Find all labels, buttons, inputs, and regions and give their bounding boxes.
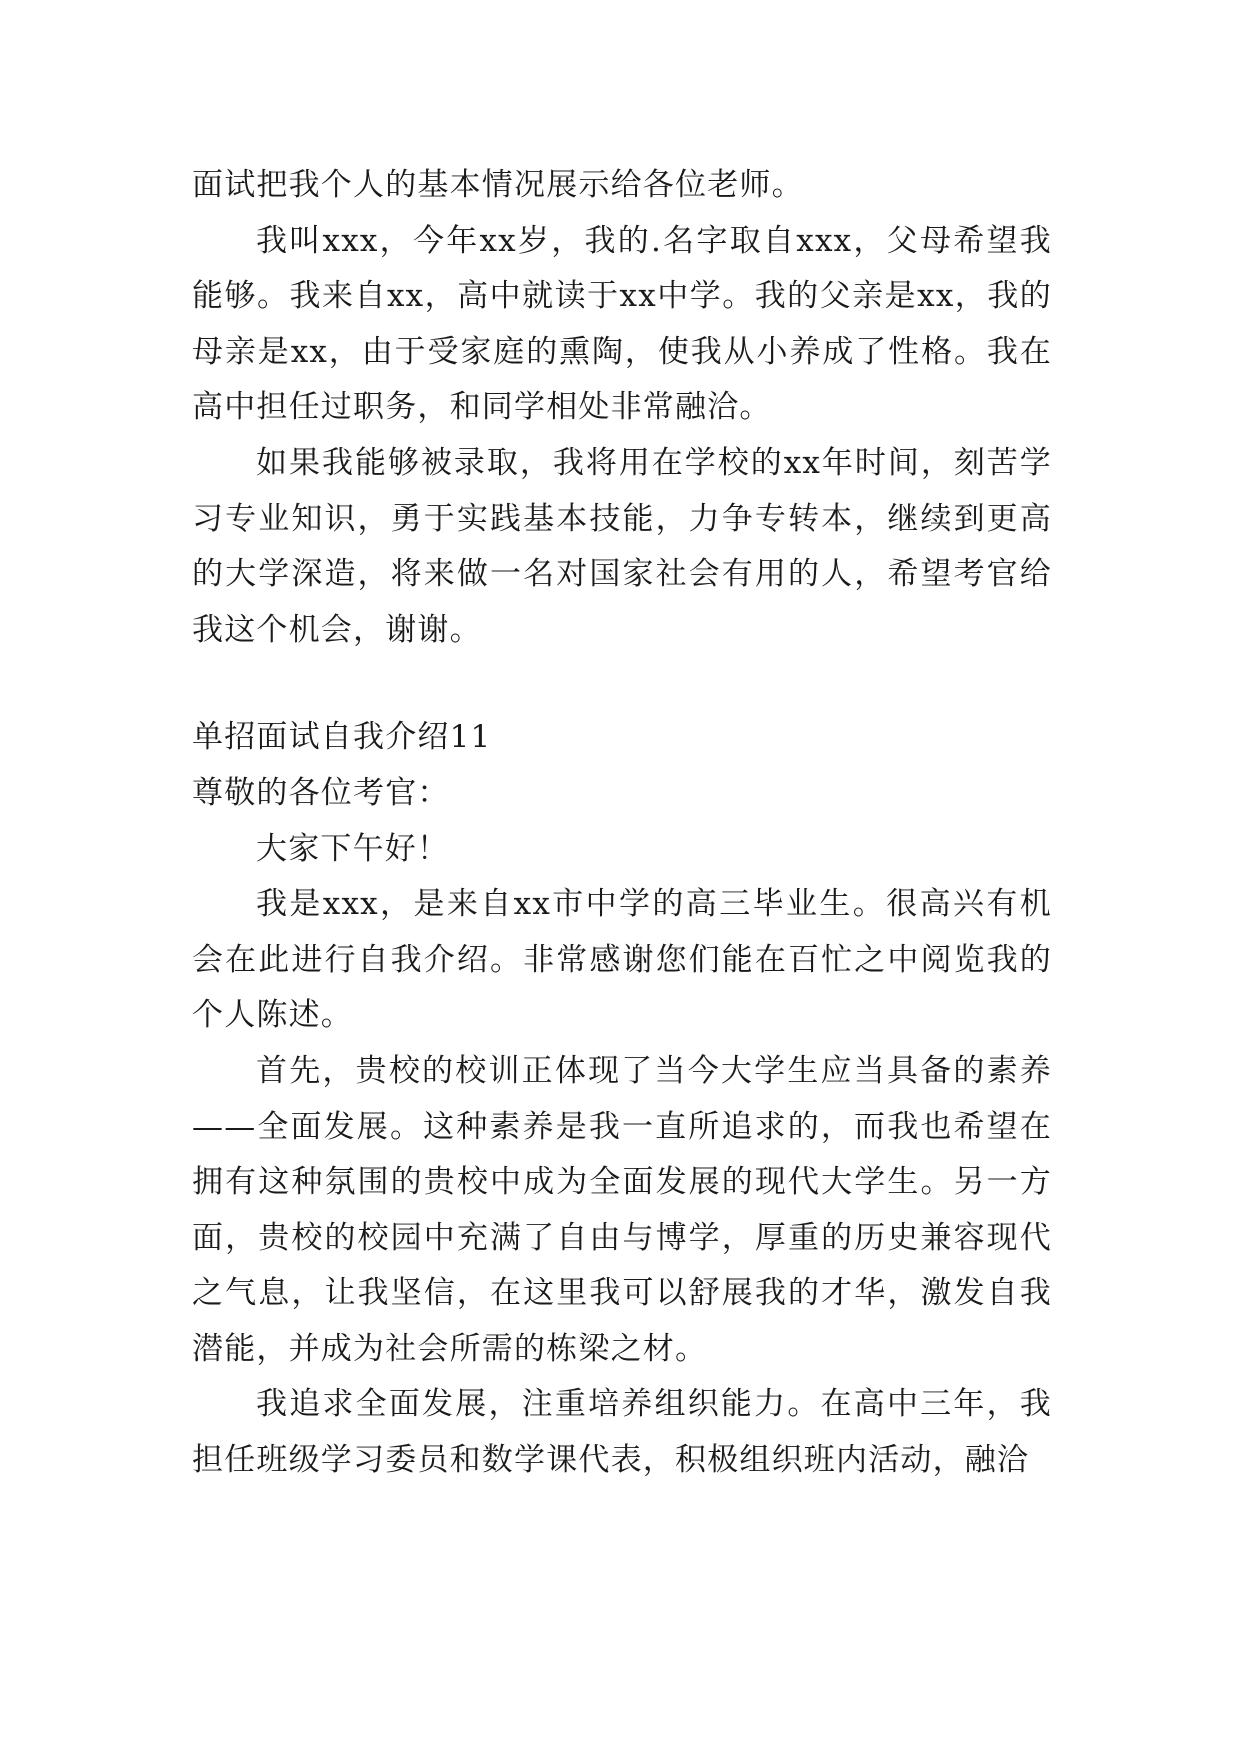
section-title: 单招面试自我介绍11 bbox=[192, 719, 492, 756]
paragraph-introduction: 我是xxx，是来自xx市中学的高三毕业生。很高兴有机会在此进行自我介绍。非常感谢您们能在百忙之中阅览我的个人陈述。 bbox=[192, 886, 1052, 1034]
paragraph-school-motto: 首先，贵校的校训正体现了当今大学生应当具备的素养——全面发展。这种素养是我一直所追求的，而我也希望在拥有这种氛围的贵校中成为全面发展的现代大学生。另一方面，贵校的校园中充满了自由与博学，厚重的历史兼容现代之气息，让我坚信，在这里我可以舒展我的才华，激发自我潜能，并成为社会所需的栋梁之材。 bbox=[192, 1052, 1052, 1367]
paragraph-closing: 如果我能够被录取，我将用在学校的xx年时间，刻苦学习专业知识，勇于实践基本技能，力争专转本，继续到更高的大学深造，将来做一名对国家社会有用的人，希望考官给我这个机会，谢谢。 bbox=[192, 444, 1052, 648]
greeting: 大家下午好！ bbox=[256, 830, 450, 867]
section-header bbox=[192, 710, 1052, 821]
paragraph-personal-info: 我叫xxx，今年xx岁，我的.名字取自xxx，父母希望我能够。我来自xx，高中就读于xx中学。我的父亲是xx，我的母亲是xx，由于受家庭的熏陶，使我从小养成了性格。我在高中担任过职务，和同学相处非常融洽。 bbox=[192, 222, 1052, 426]
paragraph-organization: 我追求全面发展，注重培养组织能力。在高中三年，我担任班级学习委员和数学课代表，积极组织班内活动，融洽 bbox=[192, 1386, 1052, 1479]
document-body bbox=[192, 158, 1052, 1489]
salutation: 尊敬的各位考官： bbox=[192, 774, 450, 811]
paragraph-continued: 面试把我个人的基本情况展示给各位老师。 bbox=[192, 167, 804, 203]
